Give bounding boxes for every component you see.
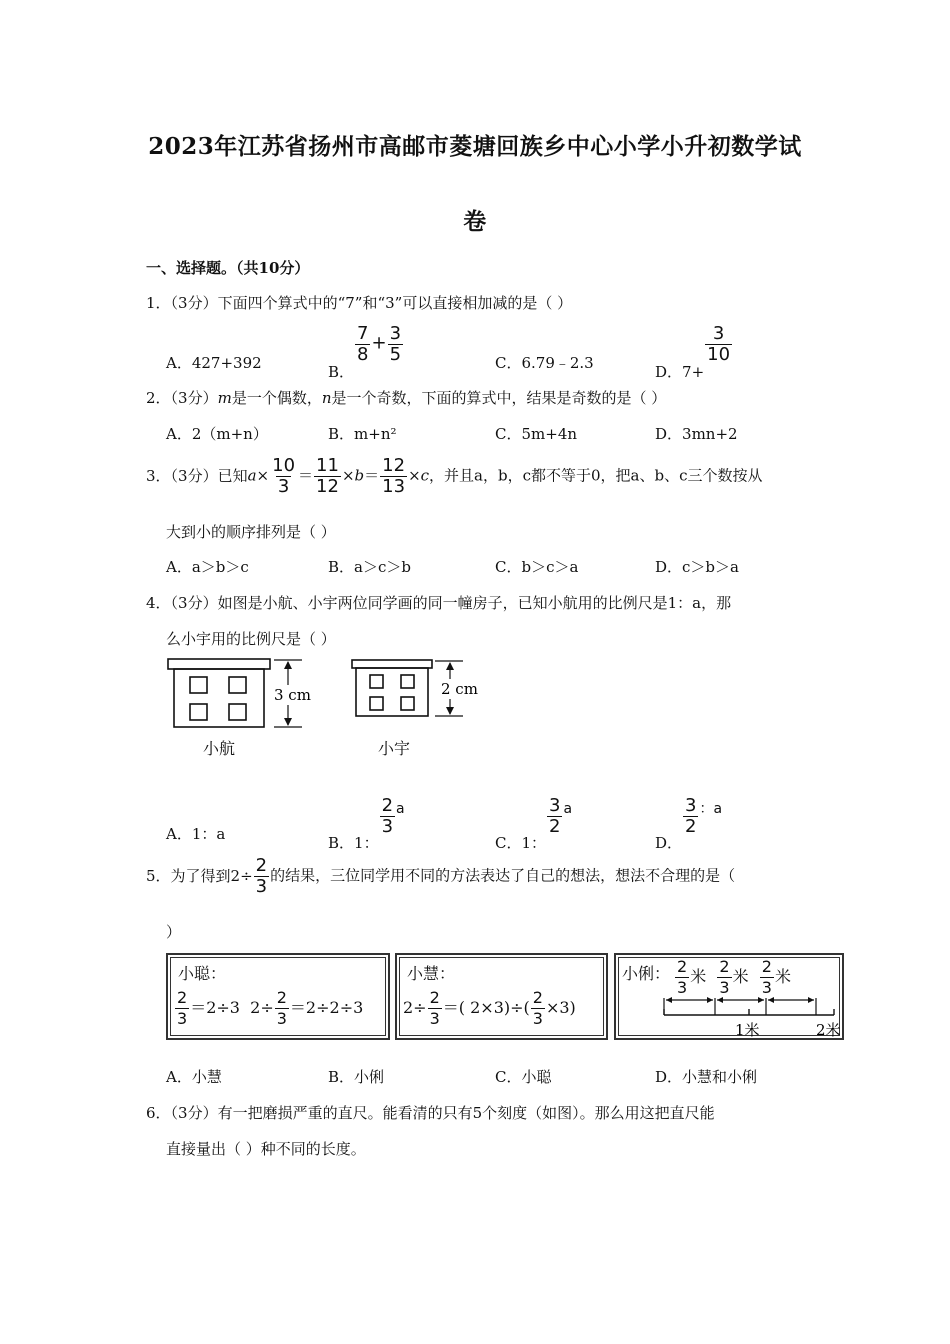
- q6-stem-line1: 6．（3分）有一把磨损严重的直尺。能看清的只有5个刻度（如图）。那么用这把直尺能: [146, 1104, 715, 1122]
- house-xiaoyu: [352, 660, 478, 716]
- box3-mark-2m: 2米: [816, 1021, 841, 1039]
- fig1-label: 小航: [203, 739, 236, 758]
- q5-option-b: B．小俐: [328, 1068, 385, 1086]
- house-xiaohang: [168, 659, 311, 727]
- q2-option-d: D．3mn+2: [655, 425, 738, 443]
- q5-option-a: A．小慧: [166, 1068, 222, 1086]
- box3-label: 小俐：: [622, 964, 671, 983]
- q2-option-c: C．5m+4n: [495, 425, 578, 443]
- q1-option-b: B． $\frac{7}{8}$ + $\frac{3}{5}$: [328, 323, 402, 381]
- q5-stem-line2: ）: [166, 923, 182, 941]
- q4-stem-line2: 么小宇用的比例尺是（ ）: [166, 630, 336, 648]
- q4-option-c: C．1： $\frac{3}{2}$ a: [495, 795, 573, 852]
- q3-stem-line2: 大到小的顺序排列是（ ）: [166, 523, 336, 541]
- section-heading: 一、选择题。（共10分）: [146, 259, 310, 277]
- q4-option-d: D． $\frac{3}{2}$ ：a: [655, 795, 723, 852]
- box1-expression: $\frac{2}{3}$ ＝2÷3 2÷ $\frac{2}{3}$ ＝2÷2÷3: [177, 988, 364, 1028]
- q3-stem-line1: 3．（3分）已知a× $\frac{10}{3}$ ＝ $\frac{11}{12}$ ×b＝ $\frac{12}{13}$ ×c，并且a，b，c都不等于0，把a、b、c三个数按从: [146, 455, 763, 497]
- q3-option-a: A．a＞b＞c: [166, 558, 249, 576]
- box3-fractions: $\frac{2}{3}$ 米 $\frac{2}{3}$ 米 $\frac{2}{3}$ 米: [677, 957, 791, 997]
- doc-title-line2: 卷: [463, 208, 487, 235]
- box3-number-line: [656, 995, 842, 1039]
- q3-option-c: C．b＞c＞a: [495, 558, 579, 576]
- q5-option-c: C．小聪: [495, 1068, 552, 1086]
- q5-option-d: D．小慧和小俐: [655, 1068, 758, 1086]
- q5-box-xiaohui: [395, 953, 608, 1040]
- q4-option-a: A．1：a: [166, 825, 226, 843]
- box2-expression: 2÷ $\frac{2}{3}$ ＝( 2×3)÷( $\frac{2}{3}$ ×3): [403, 988, 576, 1028]
- q2-option-b: B．m+n²: [328, 425, 397, 443]
- q1-option-c: C．6.79﹣2.3: [495, 354, 594, 372]
- q3-option-b: B．a＞c＞b: [328, 558, 411, 576]
- q5-box-xiaoli: [614, 953, 844, 1040]
- fig2-dimension: 2 cm: [441, 680, 478, 698]
- q4-option-b: B．1： $\frac{2}{3}$ a: [328, 795, 405, 852]
- box3-mark-1m: 1米: [735, 1021, 760, 1039]
- q6-stem-line2: 直接量出（ ）种不同的长度。: [166, 1140, 366, 1158]
- fig2-label: 小宇: [378, 739, 411, 758]
- q5-stem-line1: 5．为了得到2÷ $\frac{2}{3}$ 的结果，三位同学用不同的方法表达了自己的想法，想法不合理的是（: [146, 855, 736, 897]
- q1-stem: 1．（3分）下面四个算式中的“7”和“3”可以直接相加减的是（ ）: [146, 294, 573, 312]
- q1-option-d: D．7+ $\frac{3}{10}$: [655, 323, 731, 381]
- q3-option-d: D．c＞b＞a: [655, 558, 739, 576]
- box2-label: 小慧：: [407, 964, 456, 983]
- q2-option-a: A．2（m+n）: [166, 425, 268, 443]
- box1-label: 小聪：: [178, 964, 227, 983]
- q1-option-a: A．427+392: [166, 354, 262, 372]
- q4-stem-line1: 4．（3分）如图是小航、小宇两位同学画的同一幢房子，已知小航用的比例尺是1：a，那: [146, 594, 732, 612]
- q5-box-xiaocong: [166, 953, 390, 1040]
- doc-title-line1: 2023年江苏省扬州市高邮市菱塘回族乡中心小学小升初数学试: [148, 133, 802, 160]
- fig1-dimension: 3 cm: [274, 686, 311, 704]
- q2-stem: 2．（3分）m是一个偶数，n是一个奇数，下面的算式中，结果是奇数的是（ ）: [146, 389, 667, 407]
